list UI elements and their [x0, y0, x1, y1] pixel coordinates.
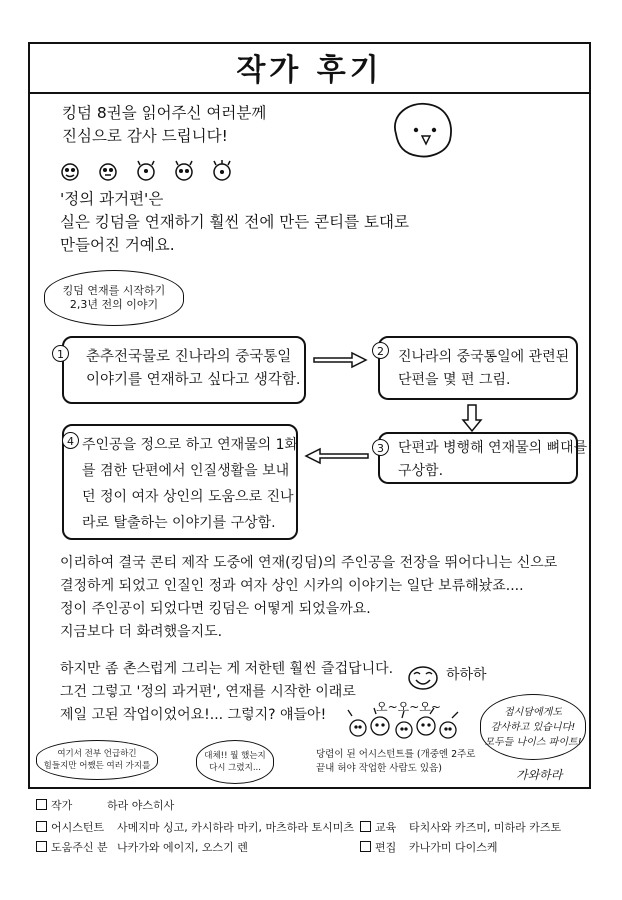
assistant-caption: [316, 748, 476, 776]
thanks-bubble-line-2: 감사하고 있습니다!: [490, 721, 576, 733]
note-bubble-1-line-1: 여기서 전부 언급하긴: [57, 749, 137, 759]
credit-education-role: 교육: [375, 821, 397, 834]
step-4-box: [62, 424, 298, 540]
step-4-line-2: 를 겸한 단편에서 인질생활을 보내: [82, 463, 290, 479]
cloud-caption: [44, 270, 184, 326]
step-1-box: [62, 336, 306, 404]
step-3-line-2: 구상함.: [398, 463, 444, 479]
checkbox-icon: [36, 841, 47, 852]
intro-line-2: 진심으로 감사 드립니다!: [62, 127, 228, 145]
thanks-bubble-line-3: 모두들 나이스 파이트!: [484, 736, 582, 748]
step-3-line-1: 단편과 병행해 연재물의 뼈대를: [398, 440, 588, 456]
paragraph-2: [60, 552, 557, 644]
credit-author-names: 하라 야스히사: [107, 799, 175, 812]
caption-line-2: 끝내 허야 작업한 사람도 있음): [316, 763, 442, 774]
arrow-left-icon: [304, 446, 370, 466]
crowd-doodle-icon: [346, 708, 470, 744]
step-2-box: [378, 336, 578, 400]
credit-author-role: 작가: [51, 799, 73, 812]
checkbox-icon: [360, 821, 371, 832]
cloud-line-2: 2,3년 전의 이야기: [69, 298, 159, 311]
checkbox-icon: [36, 821, 47, 832]
note-bubble-1: [36, 740, 158, 780]
cloud-line-1: 킹덤 연재를 시작하기: [62, 284, 166, 297]
intro-line-1: 킹덤 8권을 읽어주신 여러분께: [62, 104, 267, 122]
credit-helpers: [36, 840, 248, 856]
paragraph-2-line-3: 정이 주인공이 되었다면 킹덤은 어떻게 되었을까요.: [60, 601, 371, 617]
caption-line-1: 당렴이 된 어시스턴트를 (개중엔 2주로: [316, 749, 476, 760]
step-2-line-1: 진나라의 중국통일에 관련된: [398, 349, 570, 365]
intro-text: [62, 102, 266, 148]
arrow-down-icon: [462, 404, 482, 432]
thanks-bubble: [480, 694, 586, 760]
note-bubble-2-line-1: 대체!! 뭘 했는지: [204, 751, 266, 761]
paragraph-3-line-2: 그건 그렇고 '정의 과거편', 연재를 시작한 이래로: [60, 684, 356, 700]
note-bubble-2: [196, 740, 274, 784]
arrow-right-icon: [312, 350, 368, 370]
credit-editor: [360, 840, 498, 856]
paragraph-1-line-2: 실은 킹덤을 연재하기 훨씬 전에 만든 콘티를 토대로: [60, 213, 409, 231]
laugh-text: 하하하: [446, 667, 487, 683]
step-1-line-1: 춘추전국물로 진나라의 중국통일: [86, 349, 292, 365]
step-3-box: [378, 432, 588, 484]
step-4-line-4: 라로 탈출하는 이야기를 구상함.: [82, 515, 276, 531]
signature: 가와하라: [516, 768, 563, 782]
credit-helpers-role: 도움주신 분: [51, 841, 108, 854]
credit-assistants-names: 사메지마 싱고, 카시하라 마키, 마츠하라 토시미츠: [117, 821, 354, 834]
credit-assistants: [36, 820, 354, 836]
step-1-line-2: 이야기를 연재하고 싶다고 생각함.: [86, 372, 301, 388]
paragraph-3-line-1: 하지만 좀 촌스럽게 그리는 게 저한텐 훨씬 즐겁답니다.: [60, 661, 394, 677]
paragraph-1-line-3: 만들어진 거예요.: [60, 236, 175, 254]
page-title: 작가 후기: [236, 53, 383, 88]
paragraph-2-line-1: 이리하여 결국 콘티 제작 도중에 연재(킹덤)의 주인공을 전장을 뛰어다니는 신으로: [60, 555, 558, 571]
step-4-line-3: 던 정이 여자 상인의 도움으로 진나: [82, 489, 294, 505]
checkbox-icon: [360, 841, 371, 852]
step-4-number: 4: [62, 432, 79, 449]
paragraph-1-line-1: '정의 과거편'은: [60, 190, 164, 208]
paragraph-3-line-3: 제일 고된 작업이었어요!... 그렇지? 얘들아!: [60, 707, 327, 723]
paragraph-2-line-2: 결정하게 되었고 인질인 정과 여자 상인 시카의 이야기는 일단 보류해놨죠....: [60, 578, 524, 594]
bird-doodle-icon: [388, 100, 460, 162]
credit-editor-names: 카나가미 다이스케: [409, 841, 498, 854]
chant-text: 오~오~오~: [376, 700, 441, 714]
credit-editor-role: 편집: [375, 841, 397, 854]
paragraph-1: [60, 188, 409, 257]
step-1-number: 1: [52, 345, 69, 362]
step-2-number: 2: [372, 342, 389, 359]
paragraph-2-line-4: 지금보다 더 화려했을지도.: [60, 624, 223, 640]
step-3-number: 3: [372, 439, 389, 456]
thanks-bubble-line-1: 접시담에게도: [504, 706, 562, 718]
paragraph-3: [60, 658, 393, 727]
note-bubble-1-line-2: 힘들지만 어쨌든 여러 가지를: [43, 761, 151, 771]
step-2-line-2: 단편을 몇 편 그림.: [398, 372, 511, 388]
credit-author: [36, 798, 174, 814]
title-bar: [28, 42, 591, 94]
credit-education-names: 타치사와 카즈미, 미하라 카즈토: [409, 821, 562, 834]
credit-assistants-role: 어시스턴트: [51, 821, 105, 834]
credit-education: [360, 820, 561, 836]
checkbox-icon: [36, 799, 47, 810]
creature-doodles-icon: [60, 160, 260, 186]
note-bubble-2-line-2: 다시 그렸지...: [209, 763, 261, 773]
laughing-face-icon: [406, 664, 440, 694]
credit-helpers-names: 나카가와 에이지, 오스기 렌: [117, 841, 248, 854]
step-4-line-1: 주인공을 정으로 하고 연재물의 1화: [82, 437, 299, 453]
